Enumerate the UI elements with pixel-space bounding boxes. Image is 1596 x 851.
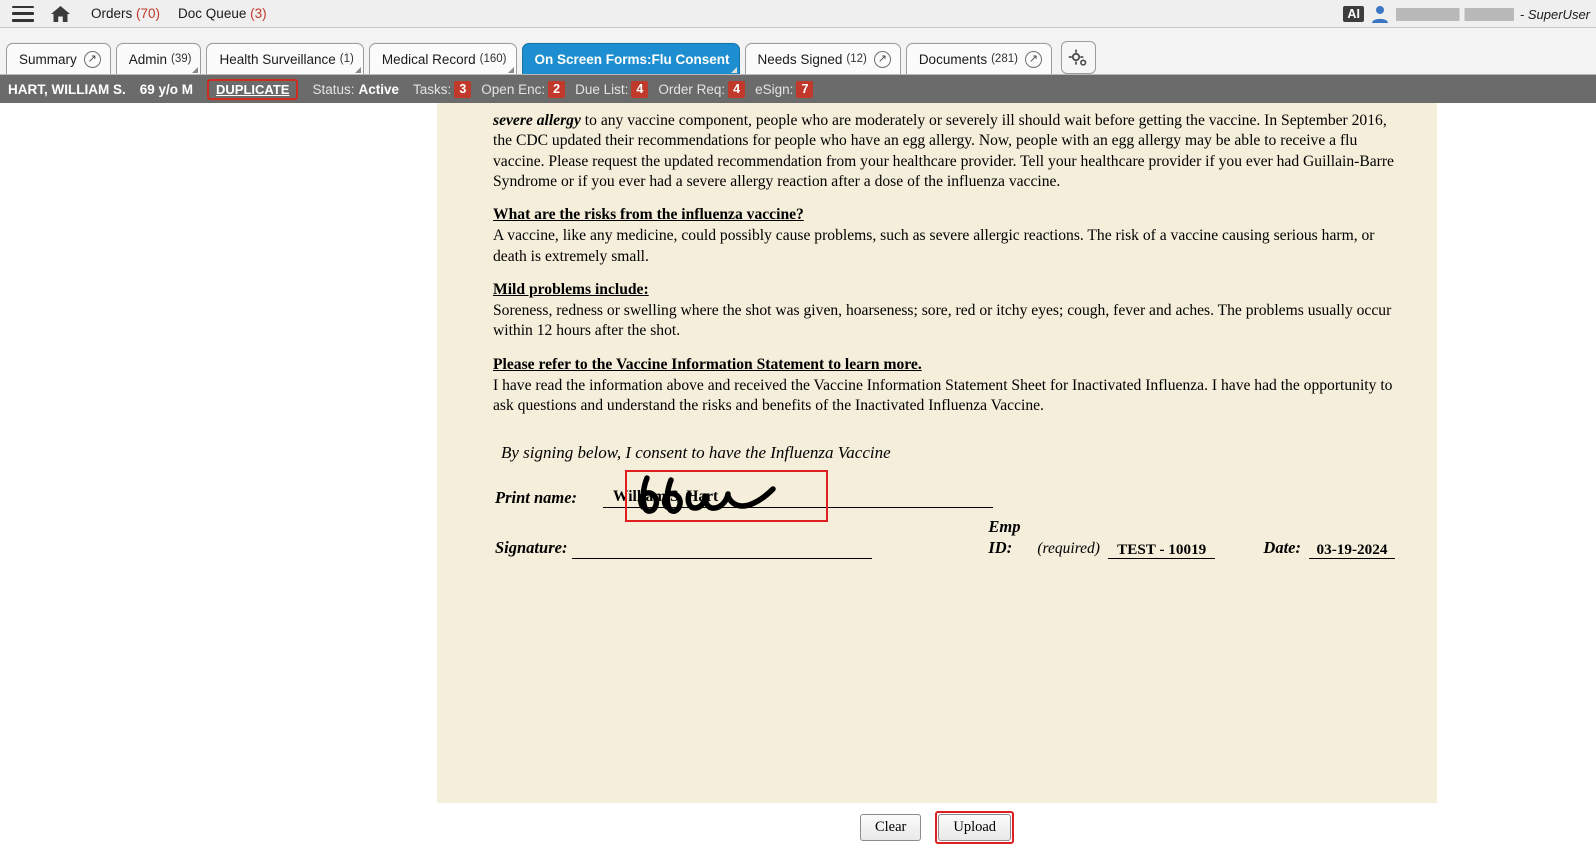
open-external-icon[interactable]: ↗ — [1025, 51, 1042, 68]
tab-corner-icon — [508, 67, 514, 73]
emp-id-label: Emp ID: — [988, 516, 1021, 558]
section-mild-problems — [493, 280, 1395, 342]
tab-health-surveillance-count: (1) — [339, 53, 354, 65]
open-external-icon[interactable]: ↗ — [874, 51, 891, 68]
emp-id-required-note: (required) — [1037, 539, 1100, 557]
tab-medical-record-label: Medical Record — [381, 51, 476, 67]
section-risks — [493, 205, 1395, 267]
print-name-label: Print name: — [495, 487, 578, 507]
tab-needs-signed-label: Needs Signed — [757, 51, 843, 67]
top-bar-right-group — [1343, 0, 1596, 28]
username-redacted — [1396, 8, 1514, 21]
heading-refer-vis: Please refer to the Vaccine Information Statement to learn more. — [493, 355, 922, 373]
orders-link[interactable] — [91, 6, 160, 21]
tab-corner-icon — [192, 67, 198, 73]
esign-label: eSign: — [755, 81, 794, 97]
paragraph-refer-vis: I have read the information above and received the Vaccine Information Statement Sheet for Inactivated Influenza. I have had the opportunity to ask questions and understand the risks and benefits of the Inactivated Influenza Vaccine. — [493, 376, 1393, 415]
user-role-label: - SuperUser — [1519, 6, 1590, 22]
orders-count: (70) — [136, 6, 161, 21]
print-name-value: William S. Hart — [613, 487, 719, 505]
section-refer-vis — [493, 355, 1395, 417]
severe-allergy-lead: severe allergy — [493, 112, 581, 129]
tab-admin[interactable] — [116, 43, 202, 74]
emp-id-value: TEST - 10019 — [1108, 540, 1215, 559]
patient-name[interactable]: HART, WILLIAM S. — [8, 81, 126, 97]
tab-corner-icon — [355, 67, 361, 73]
paragraph-severe-allergy — [493, 111, 1395, 192]
tab-admin-count: (39) — [171, 53, 192, 65]
date-value: 03-19-2024 — [1309, 540, 1395, 559]
main-tab-bar — [0, 28, 1596, 75]
doc-queue-label: Doc Queue — [178, 6, 247, 21]
patient-age-sex: 69 y/o M — [139, 81, 194, 97]
clear-button[interactable]: Clear — [860, 814, 921, 841]
order-req-count-badge[interactable]: 4 — [728, 81, 745, 98]
tab-medical-record-count: (160) — [479, 53, 507, 65]
document-viewer-area — [0, 103, 1596, 851]
doc-queue-count: (3) — [250, 6, 267, 21]
consent-form-page — [437, 103, 1437, 803]
paragraph-severe-allergy-text: to any vaccine component, people who are moderately or severely ill should wait before getting the vaccine. In September 2016, the CDC updated their recommendations for people who have an egg allergy. Now, people with an egg allergy may be able to receive a flu vaccine. Please request the updated recommendation from your healthcare provider. Tell your healthcare provider if you ever had Guillain-Barre Syndrome or if you ever had a severe allergy reaction after a dose of the influenza vaccine. — [493, 112, 1394, 190]
home-icon[interactable] — [50, 5, 71, 23]
top-navigation-bar — [0, 0, 1596, 28]
heading-risks: What are the risks from the influenza vaccine? — [493, 206, 804, 224]
ai-badge[interactable]: AI — [1343, 6, 1364, 22]
signature-row — [495, 516, 1395, 559]
patient-status-label: Status: — [312, 81, 355, 97]
heading-mild-problems: Mild problems include: — [493, 280, 649, 298]
orders-label: Orders — [91, 6, 133, 21]
open-enc-label: Open Enc: — [481, 81, 546, 97]
tasks-label: Tasks: — [413, 81, 452, 97]
order-req-label: Order Req: — [658, 81, 726, 97]
signature-label: Signature: — [495, 538, 568, 558]
hamburger-menu-icon[interactable] — [12, 6, 34, 22]
open-external-icon[interactable]: ↗ — [84, 51, 101, 68]
tab-admin-label: Admin — [128, 51, 168, 67]
tab-documents-count: (281) — [991, 53, 1018, 65]
date-label: Date: — [1263, 538, 1301, 558]
signature-field[interactable] — [572, 540, 872, 559]
due-list-count-badge[interactable]: 4 — [631, 81, 648, 98]
tab-on-screen-forms-label: On Screen Forms:Flu Consent — [534, 51, 730, 67]
tab-corner-icon — [731, 67, 737, 73]
patient-context-bar — [0, 75, 1596, 103]
upload-button-highlight — [935, 811, 1014, 844]
signature-block — [495, 487, 1395, 559]
tab-documents-label: Documents — [918, 51, 988, 67]
signature-capture-box[interactable] — [625, 470, 828, 522]
user-avatar-icon[interactable] — [1370, 4, 1390, 24]
paragraph-mild-problems: Soreness, redness or swelling where the shot was given, hoarseness; sore, red or itchy eyes; cough, fever and aches. The problems usually occur within 12 hours after the shot. — [493, 302, 1392, 340]
open-enc-count-badge[interactable]: 2 — [548, 81, 565, 98]
tab-on-screen-forms-flu-consent[interactable] — [522, 43, 740, 74]
esign-count-badge[interactable]: 7 — [796, 81, 813, 98]
settings-gear-icon[interactable] — [1061, 41, 1096, 74]
tab-medical-record[interactable] — [369, 43, 517, 74]
tab-health-surveillance[interactable] — [206, 43, 363, 74]
form-action-footer — [437, 803, 1437, 851]
doc-queue-link[interactable] — [178, 6, 267, 21]
tab-documents[interactable] — [906, 43, 1052, 74]
patient-status-value: Active — [358, 81, 400, 97]
duplicate-badge[interactable]: DUPLICATE — [207, 79, 298, 100]
tab-summary-label: Summary — [19, 51, 77, 67]
upload-button[interactable]: Upload — [938, 814, 1011, 841]
handwritten-signature-icon — [627, 472, 826, 520]
tab-needs-signed-count: (12) — [846, 53, 867, 65]
paragraph-risks: A vaccine, like any medicine, could possibly cause problems, such as severe allergic reactions. The risk of a vaccine causing serious harm, or death is extremely small. — [493, 227, 1375, 265]
tab-health-surveillance-label: Health Surveillance — [219, 51, 336, 67]
tab-summary[interactable] — [6, 43, 111, 74]
due-list-label: Due List: — [575, 81, 629, 97]
tasks-count-badge[interactable]: 3 — [454, 81, 471, 98]
tab-needs-signed[interactable] — [745, 43, 901, 74]
consent-statement: By signing below, I consent to have the Influenza Vaccine — [501, 443, 891, 463]
